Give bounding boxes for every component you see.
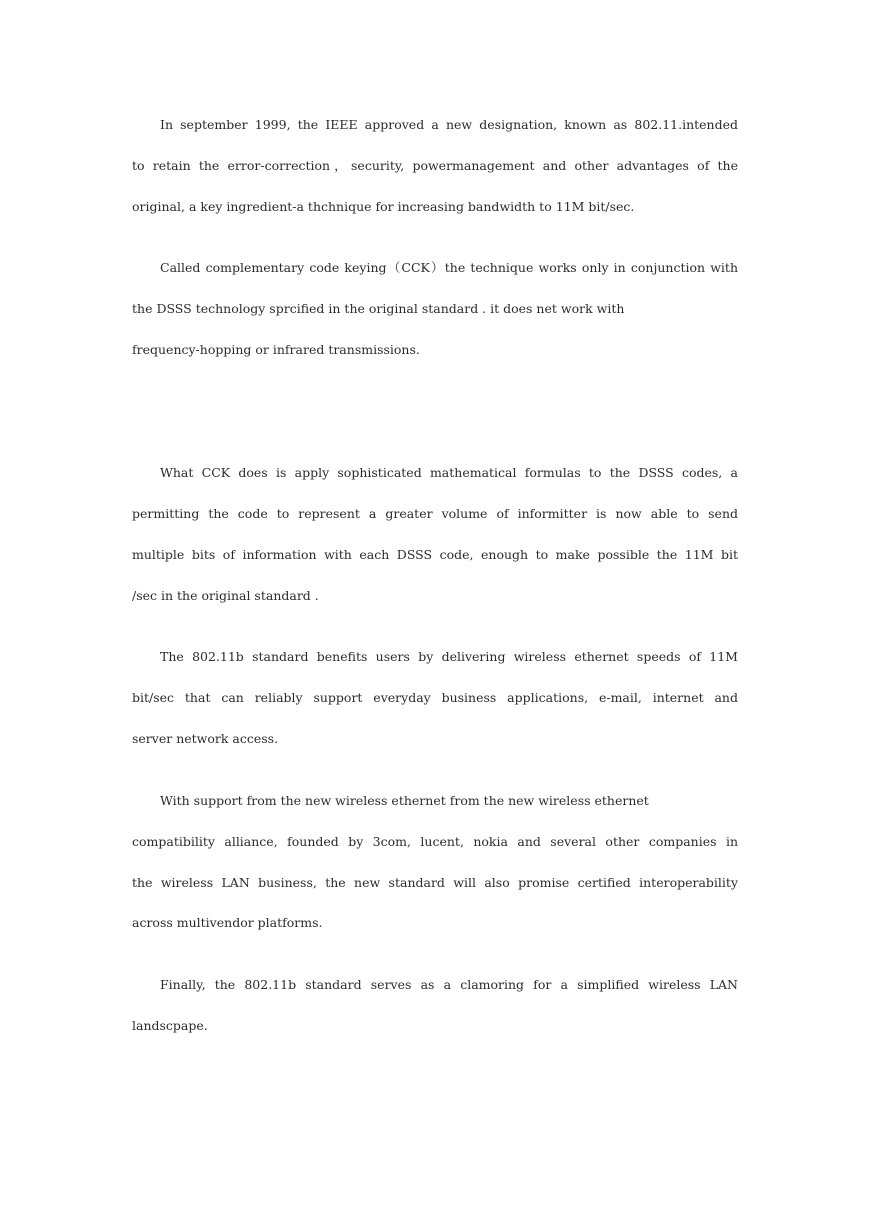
paragraph-line: to retain the error-correction，security, powermanagement and other advantages of the bbox=[132, 158, 738, 173]
paragraph-line: In september 1999, the IEEE approved a new designation, known as 802.11.intended bbox=[160, 117, 738, 132]
paragraph-line: The 802.11b standard benefits users by delivering wireless ethernet speeds of 11M bbox=[160, 649, 738, 664]
paragraph-line: With support from the new wireless ethernet from the new wireless ethernet bbox=[160, 793, 649, 808]
paragraph-line: the wireless LAN business, the new standard will also promise certified interoperability bbox=[132, 875, 738, 890]
paragraph-line: Called complementary code keying（CCK）the technique works only in conjunction with bbox=[160, 260, 738, 275]
paragraph-line: permitting the code to represent a greater volume of informitter is now able to send bbox=[132, 506, 738, 521]
paragraph-line: server network access. bbox=[132, 731, 279, 746]
paragraph-line: compatibility alliance, founded by 3com, lucent, nokia and several other companies in bbox=[132, 834, 738, 849]
paragraph-line: /sec in the original standard . bbox=[132, 588, 319, 603]
paragraph-line: frequency-hopping or infrared transmissions. bbox=[132, 342, 420, 357]
paragraph-line: multiple bits of information with each DSSS code, enough to make possible the 11M bit bbox=[132, 547, 738, 562]
paragraph-line: original, a key ingredient-a thchnique for increasing bandwidth to 11M bit/sec. bbox=[132, 199, 635, 214]
paragraph-line: the DSSS technology sprcified in the original standard . it does net work with bbox=[132, 301, 625, 316]
paragraph-line: across multivendor platforms. bbox=[132, 915, 323, 930]
paragraph-line: bit/sec that can reliably support everyday business applications, e-mail, internet and bbox=[132, 690, 738, 705]
paragraph-line: Finally, the 802.11b standard serves as a clamoring for a simplified wireless LAN bbox=[160, 977, 738, 992]
paragraph-line: What CCK does is apply sophisticated mathematical formulas to the DSSS codes, a bbox=[160, 465, 738, 480]
paragraph-line: landscpape. bbox=[132, 1018, 208, 1033]
